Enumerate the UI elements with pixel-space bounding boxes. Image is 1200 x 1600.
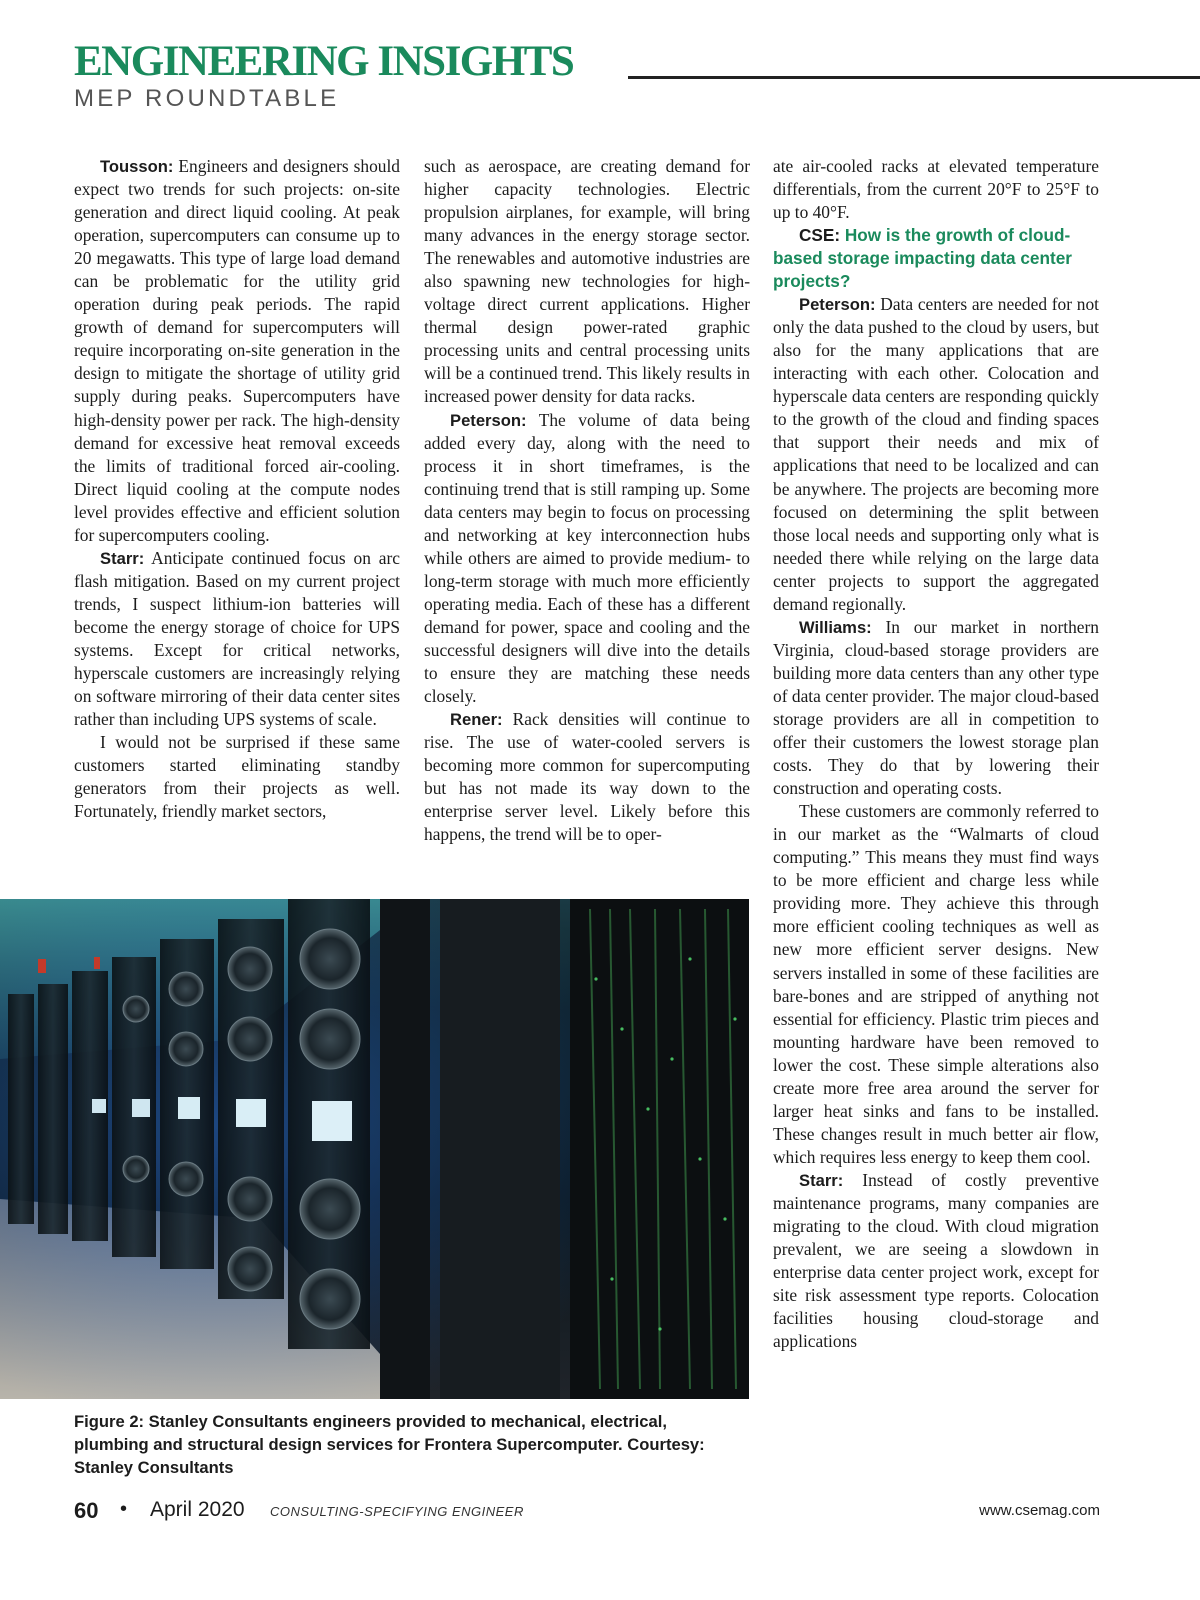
paragraph xyxy=(424,409,750,709)
page-number: 60 xyxy=(74,1498,99,1523)
header-rule xyxy=(628,76,1200,79)
interview-question xyxy=(773,224,1099,293)
paragraph xyxy=(773,155,1099,224)
speaker-name: Williams: xyxy=(799,617,872,637)
paragraph xyxy=(773,293,1099,616)
question-text: How is the growth of cloud-based storage impacting data center projects? xyxy=(773,225,1072,292)
paragraph-text: such as aerospace, are creating demand for higher capacity technologies. Electric propulsion airplanes, for example, will bring many advances in the energy storage sector. The renewables and automotive industries are also spawning new technologies for high-voltage direct current applications. Higher thermal design power-rated graphic processing units and central processing units will be a continued trend. This likely results in increased power density for data racks. xyxy=(424,156,750,407)
article-column-1 xyxy=(74,155,400,823)
section-subtitle: MEP ROUNDTABLE xyxy=(74,85,340,112)
paragraph xyxy=(424,155,750,409)
figure-caption: Figure 2: Stanley Consultants engineers provided to mechanical, electrical, plumbing and structural design services for Frontera Supercomputer. Courtesy: Stanley Consultants xyxy=(74,1412,705,1477)
paragraph xyxy=(773,800,1099,1169)
paragraph-text: In our market in northern Virginia, cloud-based storage providers are building more data centers than any other type of data center provider. The major cloud-based storage providers are all in competition to offer their customers the lowest storage plan costs. They do that by lowering their construction and operating costs. xyxy=(773,616,1099,799)
paragraph xyxy=(773,616,1099,800)
paragraph xyxy=(424,708,750,846)
footer-bullet: • xyxy=(120,1498,128,1520)
page-footer xyxy=(74,1498,1100,1526)
supercomputer-racks-photo xyxy=(0,899,749,1399)
paragraph xyxy=(773,1169,1099,1353)
paragraph xyxy=(74,547,400,731)
paragraph-text: The volume of data being added every day, along with the need to process it in short timeframes, is the continuing trend that is still ramping up. Some data centers may begin to focus on processing and networking at key interconnection hubs while others are aimed to provide medium- to long-term storage with much more efficiently operating media. Each of these has a different demand for power, space and cooling and the successful designers will dive into the details to ensure they are matching these needs closely. xyxy=(424,409,750,707)
paragraph-text: Instead of costly preventive maintenance programs, many companies are migrating to the cloud. With cloud migration prevalent, we are seeing a slowdown in enterprise data center project work, except for site risk assessment type reports. Colocation facilities housing cloud-storage and applications xyxy=(773,1169,1099,1352)
paragraph-text: Rack densities will continue to rise. The use of water-cooled servers is becoming more common for supercomputing but has not made its way down to the enterprise server level. Likely before this happens, the trend will be to oper- xyxy=(424,709,750,845)
paragraph-text: These customers are commonly referred to in our market as the “Walmarts of cloud computing.” This means they must find ways to be more efficient and charge less while providing more. They achieve this through more efficient cooling techniques as well as new more efficient server designs. New servers installed in some of these facilities are bare-bones and are stripped of anything not essential for efficiency. Plastic trim pieces and mounting hardware have been removed to lower the cost. These simple alterations also create more free area around the server for larger heat sinks and fans to be installed. These changes result in much better air flow, which requires less energy to keep them cool. xyxy=(773,801,1099,1167)
speaker-name: Starr: xyxy=(100,548,145,568)
speaker-name: Rener: xyxy=(450,710,503,730)
speaker-name: Starr: xyxy=(799,1170,844,1190)
article-column-2 xyxy=(424,155,750,846)
website-url: www.csemag.com xyxy=(979,1502,1100,1519)
speaker-name: Peterson: xyxy=(799,295,876,315)
publication-name: CONSULTING-SPECIFYING ENGINEER xyxy=(270,1504,524,1519)
paragraph-text: Engineers and designers should expect two trends for such projects: on-site generation and direct liquid cooling. At peak operation, supercomputers can consume up to 20 megawatts. This type of large load demand can be problematic for the utility grid operation during peak periods. The rapid growth of demand for supercomputers will require incorporating on-site generation in the design to mitigate the shortage of utility grid supply during peaks. Supercomputers have high-density power per rack. The high-density demand for excessive heat removal exceeds the limits of traditional forced air-cooling. Direct liquid cooling at the compute nodes level provides effective and efficient solution for supercomputers cooling. xyxy=(74,156,400,545)
question-label: CSE: xyxy=(799,225,841,246)
paragraph xyxy=(74,155,400,547)
paragraph xyxy=(74,731,400,823)
speaker-name: Tousson: xyxy=(100,157,174,176)
paragraph-text: ate air-cooled racks at elevated temperature differentials, from the current 20°F to 25°F to up to 40°F. xyxy=(773,156,1099,223)
article-column-3 xyxy=(773,155,1099,1353)
issue-date: April 2020 xyxy=(150,1498,245,1521)
paragraph-text: I would not be surprised if these same customers started eliminating standby generators from their projects as well. Fortunately, friendly market sectors, xyxy=(74,732,400,822)
paragraph-text: Anticipate continued focus on arc flash mitigation. Based on my current project trends, I suspect lithium-ion batteries will become the energy storage of choice for UPS systems. Except for critical networks, hyperscale customers are increasingly relying on software mirroring of their data center sites rather than including UPS systems of scale. xyxy=(74,547,400,730)
section-title: ENGINEERING INSIGHTS xyxy=(74,38,574,85)
speaker-name: Peterson: xyxy=(450,410,527,430)
paragraph-text: Data centers are needed for not only the data pushed to the cloud by users, but also for the many applications that are interacting with each other. Colocation and hyperscale data centers are responding quickly to the growth of the cloud and finding spaces that support their needs and mix of applications that need to be localized and can be anywhere. The projects are becoming more focused on determining the split between those local needs and supporting only what is needed there while relying on the large data center projects to support the aggregated demand regionally. xyxy=(773,294,1099,614)
